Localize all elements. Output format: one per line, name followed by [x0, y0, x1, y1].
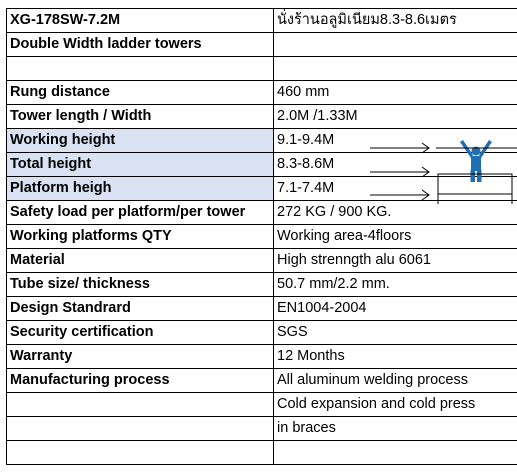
- table-row: [7, 369, 517, 393]
- table-row: [7, 81, 517, 105]
- spec-value: 7.1-7.4M: [274, 177, 517, 201]
- spec-label: Working platforms QTY: [7, 225, 274, 249]
- table-row: [7, 33, 517, 57]
- spec-label: Security certification: [7, 321, 274, 345]
- spec-value: SGS: [274, 321, 517, 345]
- table-row: [7, 273, 517, 297]
- spec-label: Safety load per platform/per tower: [7, 201, 274, 225]
- spec-sheet: [6, 8, 517, 465]
- table-row: [7, 249, 517, 273]
- spec-value: All aluminum welding process: [274, 369, 517, 393]
- spec-label: [7, 393, 274, 417]
- empty-cell: [274, 57, 517, 81]
- spec-label: Tube size/ thickness: [7, 273, 274, 297]
- table-row: [7, 297, 517, 321]
- subtitle-cell: Double Width ladder towers: [7, 33, 274, 57]
- spec-value: 9.1-9.4M: [274, 129, 517, 153]
- model-cell: XG-178SW-7.2M: [7, 9, 274, 33]
- spec-label: Warranty: [7, 345, 274, 369]
- spec-value: Cold expansion and cold press: [274, 393, 517, 417]
- spec-label: Total height: [7, 153, 274, 177]
- table-row: [7, 417, 517, 441]
- spec-value: Working area-4floors: [274, 225, 517, 249]
- person-icon: [460, 140, 492, 182]
- spec-table: [6, 8, 517, 465]
- table-row: [7, 225, 517, 249]
- title-thai-cell: นั่งร้านอลูมิเนียม8.3-8.6เมตร: [274, 9, 517, 33]
- empty-cell: [7, 57, 274, 81]
- spec-value: High strenngth alu 6061: [274, 249, 517, 273]
- spec-label: Material: [7, 249, 274, 273]
- table-row: [7, 393, 517, 417]
- empty-cell: [274, 33, 517, 57]
- empty-cell: [274, 441, 517, 465]
- spec-value: in braces: [274, 417, 517, 441]
- spec-value: 8.3-8.6M: [274, 153, 517, 177]
- spec-value: EN1004-2004: [274, 297, 517, 321]
- table-row: [7, 57, 517, 81]
- spec-label: Tower length / Width: [7, 105, 274, 129]
- spec-value: 2.0M /1.33M: [274, 105, 517, 129]
- table-row: [7, 321, 517, 345]
- spec-label: Working height: [7, 129, 274, 153]
- table-row: [7, 105, 517, 129]
- spec-value: 460 mm: [274, 81, 517, 105]
- empty-cell: [7, 441, 274, 465]
- spec-label: Manufacturing process: [7, 369, 274, 393]
- spec-label: Rung distance: [7, 81, 274, 105]
- spec-label: [7, 417, 274, 441]
- spec-value: 272 KG / 900 KG.: [274, 201, 517, 225]
- arrow-right-icon: [370, 167, 429, 177]
- arrow-right-icon: [370, 143, 429, 153]
- spec-label: Platform heigh: [7, 177, 274, 201]
- spec-label: Design Standrard: [7, 297, 274, 321]
- height-diagram: [362, 140, 517, 206]
- table-row: [7, 345, 517, 369]
- table-row: [7, 9, 517, 33]
- spec-value: 12 Months: [274, 345, 517, 369]
- arrow-right-icon: [370, 190, 429, 200]
- table-row: [7, 441, 517, 465]
- spec-value: 50.7 mm/2.2 mm.: [274, 273, 517, 297]
